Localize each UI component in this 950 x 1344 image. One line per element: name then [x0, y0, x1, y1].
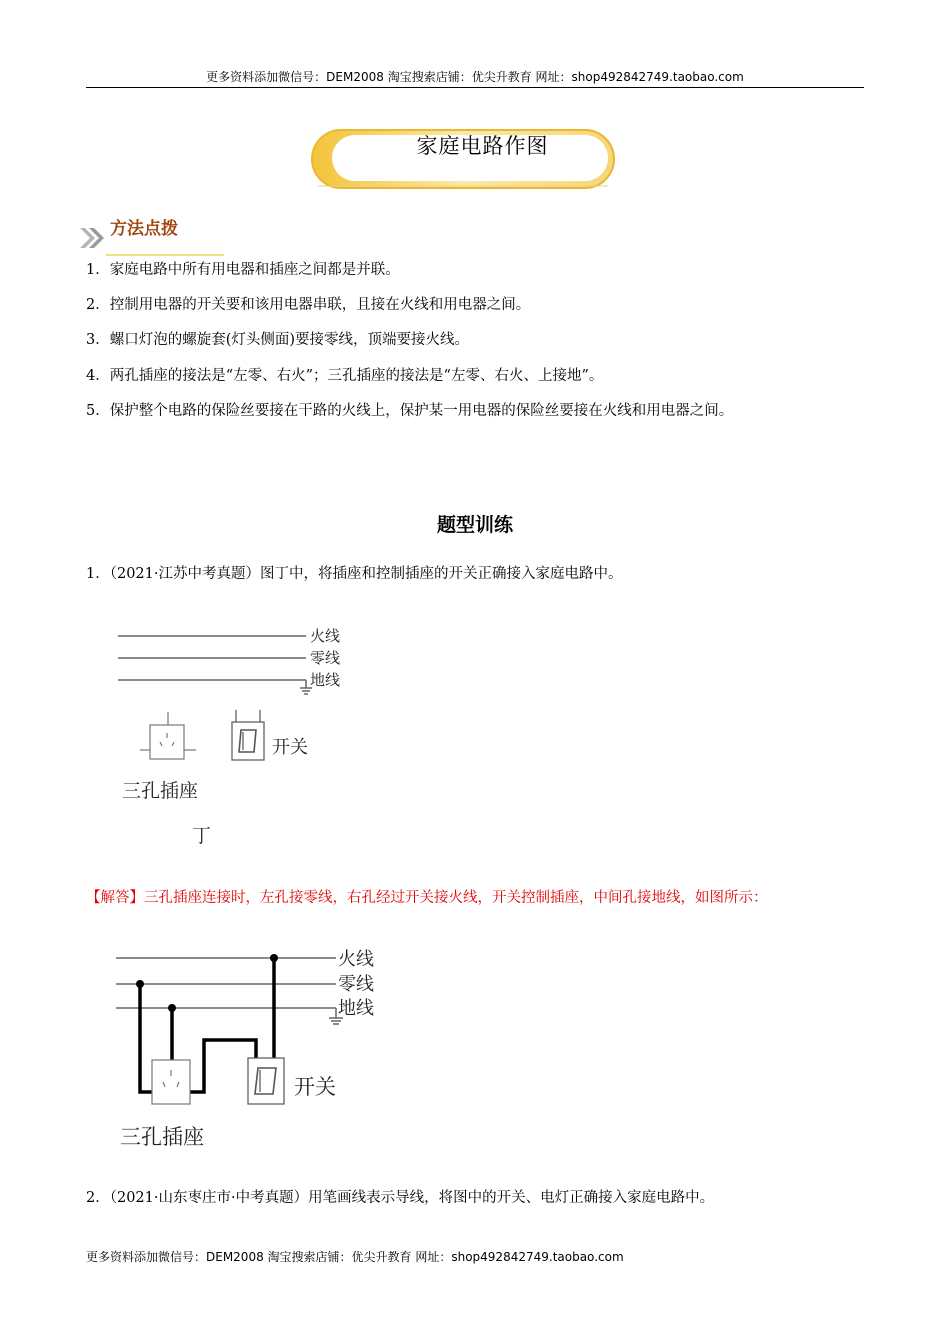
tip-item: 5．保护整个电路的保险丝要接在干路的火线上，保护某一用电器的保险丝要接在火线和用电器之间。: [86, 403, 734, 419]
switch-icon: [248, 1058, 284, 1104]
tip-item: 3．螺口灯泡的螺旋套(灯头侧面)要接零线，顶端要接火线。: [86, 332, 470, 348]
page-header: 更多资料添加微信号：DEM2008 淘宝搜索店铺：优尖升教育 网址：shop492842749.taobao.com: [86, 68, 864, 88]
switch-icon: [232, 710, 264, 760]
chevron-right-icon: [78, 226, 108, 250]
circuit-figure-answer: [110, 944, 400, 1154]
live-label: 火线: [310, 627, 341, 645]
question-2: 2．（2021·山东枣庄市·中考真题）用笔画线表示导线，将图中的开关、电灯正确接入家庭电路中。: [86, 1190, 715, 1206]
answer-1: 【解答】三孔插座连接时，左孔接零线，右孔经过开关接火线，开关控制插座，中间孔接地线，如图所示：: [86, 890, 768, 906]
switch-label: 开关: [272, 737, 308, 758]
socket-icon: [140, 712, 196, 759]
tip-item: 4．两孔插座的接法是“左零、右火”；三孔插座的接法是“左零、右火、上接地”。: [86, 368, 604, 384]
section-title: 题型训练: [436, 514, 513, 536]
socket-label: 三孔插座: [120, 1125, 204, 1149]
socket-icon: [152, 1060, 190, 1104]
neutral-label: 零线: [338, 974, 374, 995]
question-1: 1．（2021·江苏中考真题）图丁中，将插座和控制插座的开关正确接入家庭电路中。: [86, 566, 623, 582]
figure-caption: 丁: [192, 825, 212, 847]
circuit-figure-question: [110, 620, 370, 850]
switch-label: 开关: [294, 1075, 336, 1099]
tip-item: 1．家庭电路中所有用电器和插座之间都是并联。: [86, 262, 400, 278]
neutral-label: 零线: [310, 649, 341, 667]
banner-title: 家庭电路作图: [416, 134, 549, 158]
ground-label: 地线: [338, 998, 374, 1019]
method-title: 方法点拨: [110, 219, 178, 239]
socket-label: 三孔插座: [122, 780, 199, 802]
live-label: 火线: [338, 949, 374, 970]
ground-label: 地线: [310, 671, 341, 689]
tip-item: 2．控制用电器的开关要和该用电器串联，且接在火线和用电器之间。: [86, 297, 531, 313]
page-footer: 更多资料添加微信号：DEM2008 淘宝搜索店铺：优尖升教育 网址：shop492842749.taobao.com: [86, 1250, 624, 1264]
